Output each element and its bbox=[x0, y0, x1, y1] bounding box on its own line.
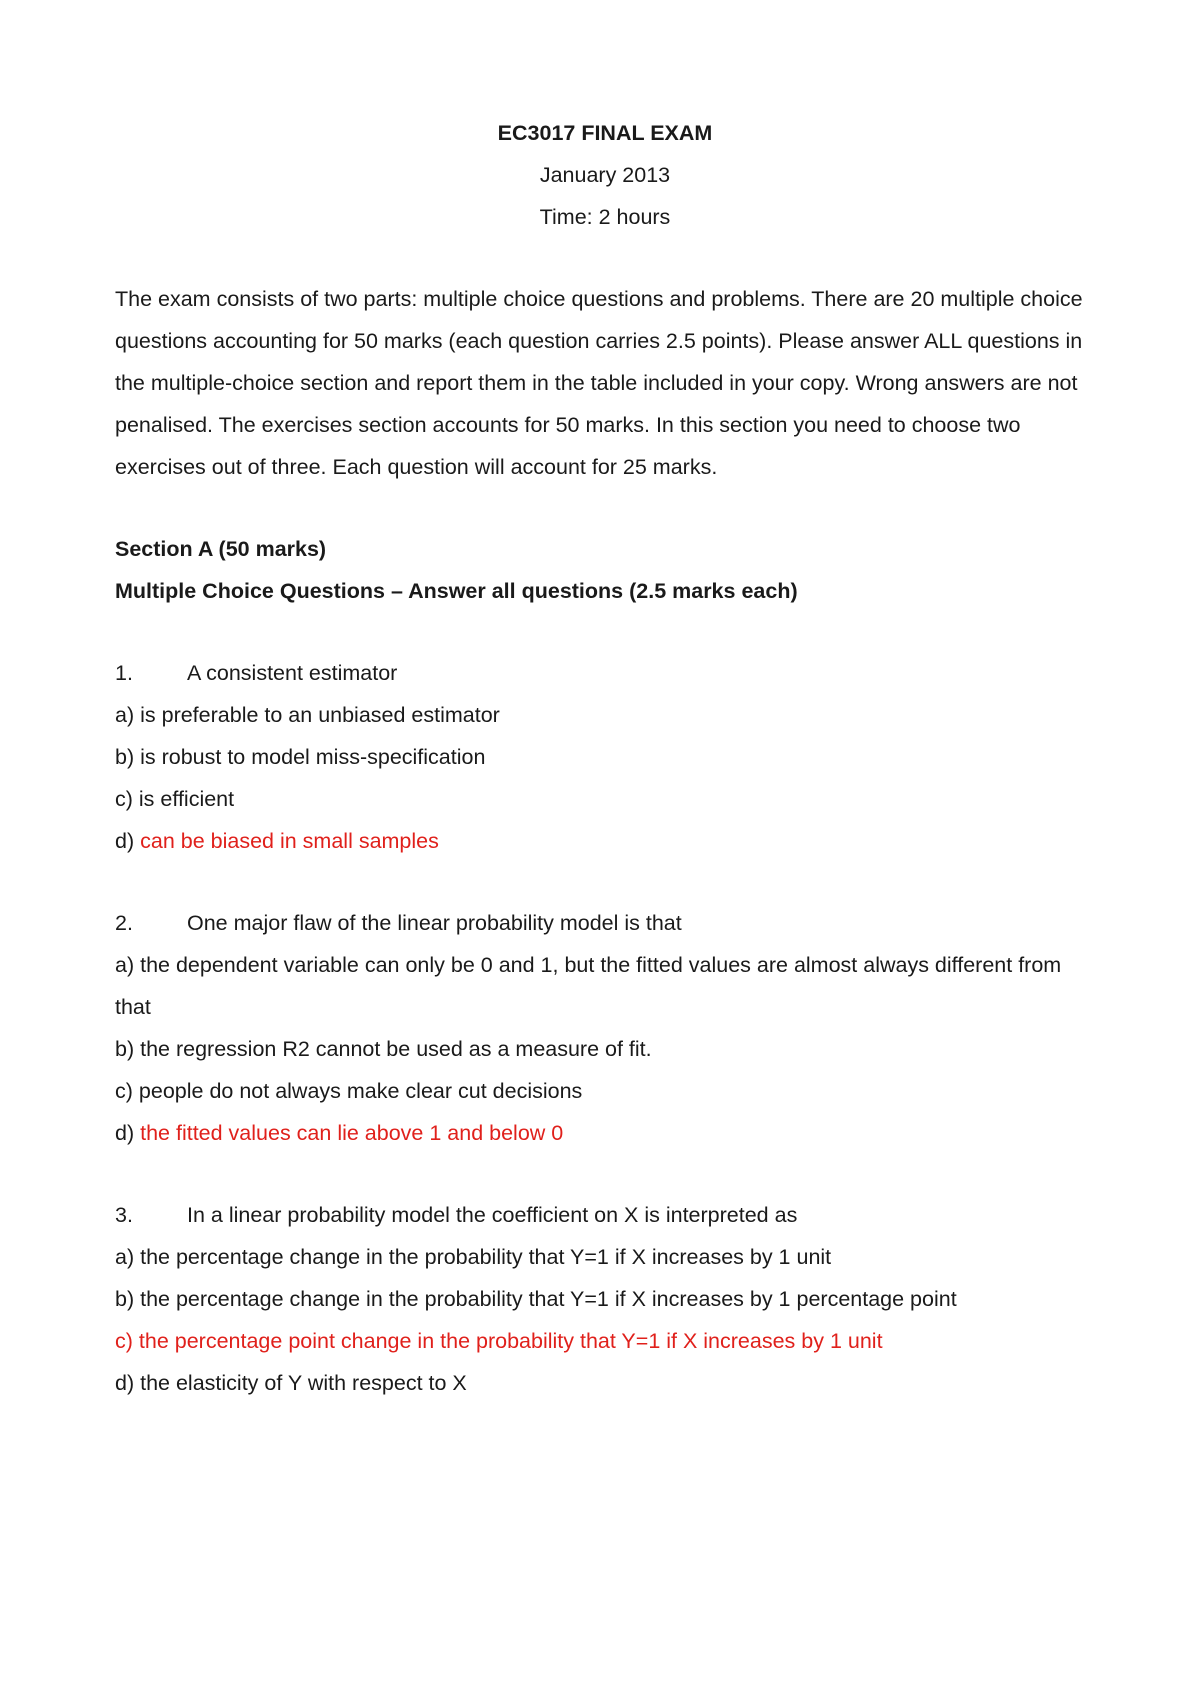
option-letter: a) bbox=[115, 953, 135, 977]
option-d bbox=[115, 1112, 1095, 1154]
option-text: is efficient bbox=[138, 787, 235, 811]
option-a bbox=[115, 694, 1095, 736]
option-b bbox=[115, 736, 1095, 778]
option-text: the percentage change in the probability that Y=1 if X increases by 1 percentage point bbox=[140, 1287, 957, 1311]
question-stem bbox=[115, 652, 1095, 694]
intro-text: The exam consists of two parts: multiple choice questions and problems. There are 20 multiple choice questions accounting for 50 marks (each question carries 2.5 points). Please answer ALL questions in the multiple-choice section and report them in the table included in your copy. Wrong answers are not penalised. The exercises section accounts for 50 marks. In this section you need to choose two exercises out of three. Each question will account for 25 marks. bbox=[115, 287, 1083, 479]
page-content bbox=[115, 112, 1095, 1404]
section-heading bbox=[115, 528, 1095, 612]
question-stem bbox=[115, 1194, 1095, 1236]
option-letter: b) bbox=[115, 745, 135, 769]
exam-time: Time: 2 hours bbox=[539, 205, 671, 229]
option-letter: a) bbox=[115, 703, 135, 727]
option-letter: b) bbox=[115, 1037, 135, 1061]
exam-date: January 2013 bbox=[539, 163, 671, 187]
question-stem bbox=[115, 902, 1095, 944]
question-text: One major flaw of the linear probability model is that bbox=[187, 911, 682, 935]
question-number: 2. bbox=[115, 911, 133, 935]
exam-header bbox=[115, 112, 1095, 238]
option-letter: c) bbox=[115, 1329, 133, 1353]
option-text: the percentage change in the probability that Y=1 if X increases by 1 unit bbox=[140, 1245, 832, 1269]
option-letter: a) bbox=[115, 1245, 135, 1269]
option-letter: b) bbox=[115, 1287, 135, 1311]
option-text: the elasticity of Y with respect to X bbox=[140, 1371, 467, 1395]
option-text: people do not always make clear cut decisions bbox=[138, 1079, 583, 1103]
question-number: 3. bbox=[115, 1203, 133, 1227]
exam-title: EC3017 FINAL EXAM bbox=[497, 121, 713, 145]
question-2 bbox=[115, 902, 1095, 1154]
correct-answer-text: the percentage point change in the probability that Y=1 if X increases by 1 unit bbox=[138, 1329, 883, 1353]
spacer bbox=[115, 1154, 1095, 1194]
section-title: Section A (50 marks) bbox=[115, 537, 327, 561]
option-d bbox=[115, 1362, 1095, 1404]
option-a bbox=[115, 1236, 1095, 1278]
option-letter: d) bbox=[115, 829, 135, 853]
question-text: In a linear probability model the coefficient on X is interpreted as bbox=[187, 1203, 798, 1227]
question-text: A consistent estimator bbox=[187, 661, 398, 685]
option-a bbox=[115, 944, 1095, 1028]
option-text: the regression R2 cannot be used as a measure of fit. bbox=[140, 1037, 652, 1061]
option-letter: d) bbox=[115, 1121, 135, 1145]
question-number: 1. bbox=[115, 661, 133, 685]
spacer bbox=[115, 612, 1095, 652]
option-b bbox=[115, 1028, 1095, 1070]
intro-paragraph bbox=[115, 278, 1095, 488]
correct-answer-text: the fitted values can lie above 1 and below 0 bbox=[140, 1121, 564, 1145]
option-letter: c) bbox=[115, 787, 133, 811]
option-letter: d) bbox=[115, 1371, 135, 1395]
correct-answer-text: can be biased in small samples bbox=[140, 829, 439, 853]
spacer bbox=[115, 238, 1095, 278]
section-subtitle: Multiple Choice Questions – Answer all questions (2.5 marks each) bbox=[115, 579, 798, 603]
spacer bbox=[115, 488, 1095, 528]
option-text: the dependent variable can only be 0 and 1, but the fitted values are almost always different from that bbox=[115, 953, 1062, 1019]
option-text: is preferable to an unbiased estimator bbox=[140, 703, 500, 727]
option-b bbox=[115, 1278, 1095, 1320]
option-c bbox=[115, 1320, 1095, 1362]
option-d bbox=[115, 820, 1095, 862]
option-c bbox=[115, 778, 1095, 820]
option-text: is robust to model miss-specification bbox=[140, 745, 486, 769]
question-1 bbox=[115, 652, 1095, 862]
spacer bbox=[115, 862, 1095, 902]
option-letter: c) bbox=[115, 1079, 133, 1103]
question-3 bbox=[115, 1194, 1095, 1404]
option-c bbox=[115, 1070, 1095, 1112]
